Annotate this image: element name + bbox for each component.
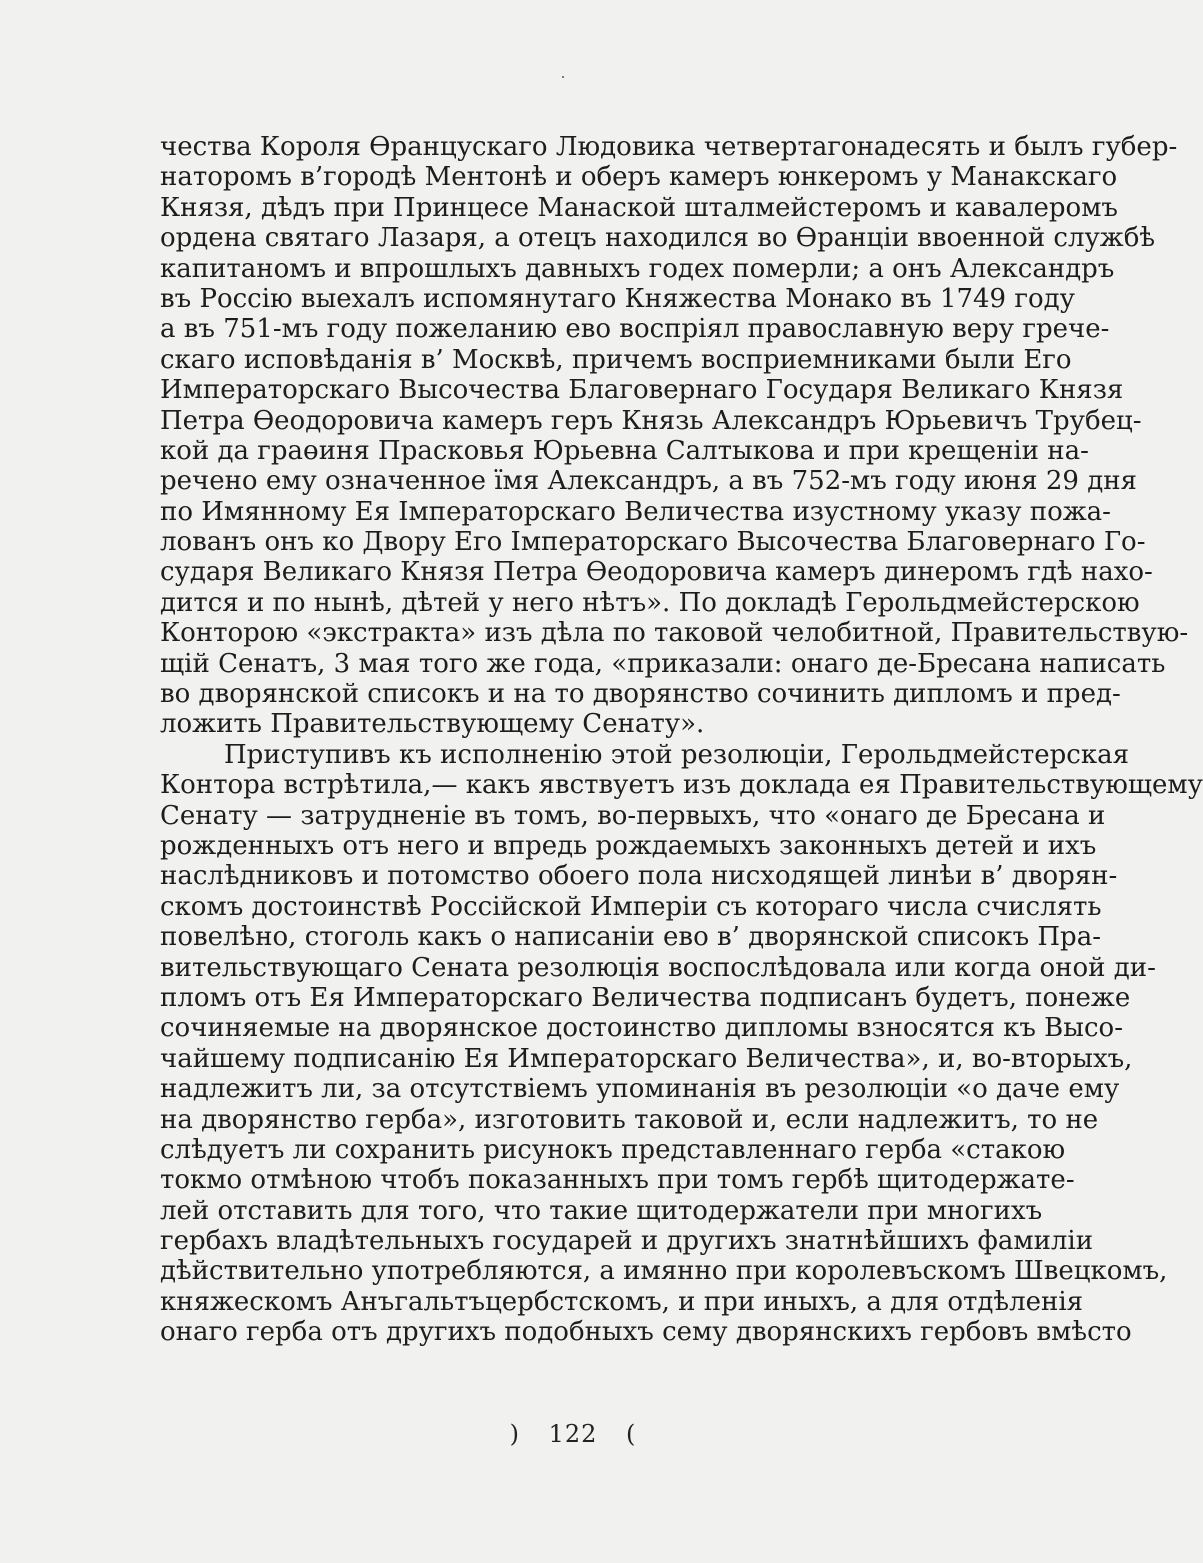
- text-line: скомъ достоинствѣ Россійской Имперіи съ котораго числа счислять: [160, 891, 1102, 922]
- text-line: ордена святаго Лазаря, а отецъ находился во Өранціи ввоенной службѣ: [160, 223, 1156, 254]
- text-line: наслѣдниковъ и потомство обоего пола нисходящей линѣи в’ дворян-: [160, 861, 1118, 892]
- text-line: наторомъ в’городѣ Ментонѣ и оберъ камеръ юнкеромъ у Манакскаго: [160, 162, 1118, 193]
- folio-left-mark: ): [509, 1420, 520, 1448]
- body-text: [160, 132, 1203, 1348]
- paragraph-1: [160, 132, 1189, 740]
- text-line: дѣйствительно употребляются, а имянно при королевъскомъ Швецкомъ,: [160, 1256, 1168, 1287]
- text-line: дится и по нынѣ, дѣтей у него нѣтъ». По докладѣ Герольдмейстерскою: [160, 587, 1140, 618]
- text-line: княжескомъ Анъгальтъцербстскомъ, и при иныхъ, а для отдѣленія: [160, 1286, 1084, 1317]
- text-line: сударя Великаго Князя Петра Өеодоровича камеръ динеромъ гдѣ нахо-: [160, 557, 1153, 588]
- text-line: лей отставить для того, что такие щитодержатели при многихъ: [160, 1195, 1043, 1226]
- text-line: Сенату — затрудненіе въ томъ, во-первыхъ, что «онаго де Бресана и: [160, 800, 1106, 831]
- text-line: чайшему подписанію Ея Императорскаго Величества», и, во-вторыхъ,: [160, 1043, 1133, 1074]
- text-line: по Имянному Ея Імператорскаго Величества изустному указу пожа-: [160, 496, 1111, 527]
- text-line: гербахъ владѣтельныхъ государей и другихъ знатнѣйшихъ фамиліи: [160, 1226, 1094, 1257]
- text-line: на дворянство герба», изготовить таковой и, если надлежитъ, то не: [160, 1104, 1099, 1135]
- text-line: Конторою «экстракта» изъ дѣла по таковой челобитной, Правительствую-: [160, 618, 1189, 649]
- text-line: Князя, дѣдъ при Принцесе Манаской шталмейстеромъ и кавалеромъ: [160, 192, 1118, 223]
- text-line: пломъ отъ Ея Императорскаго Величества подписанъ будетъ, понеже: [160, 982, 1131, 1013]
- paragraph-2: [160, 739, 1203, 1348]
- text-line: речено ему означенное їмя Александръ, а въ 752-мъ году июня 29 дня: [160, 466, 1137, 497]
- text-line: Приступивъ къ исполненію этой резолюціи, Герольдмейстерская: [224, 739, 1130, 770]
- text-line: Петра Өеодоровича камеръ геръ Князь Александръ Юрьевичъ Трубец-: [160, 405, 1142, 436]
- page-dot-mark: [562, 76, 564, 78]
- text-line: лованъ онъ ко Двору Его Імператорскаго Высочества Благовернаго Го-: [160, 527, 1146, 558]
- text-line: а въ 751-мъ году пожеланию ево воспріял православную веру грече-: [160, 314, 1110, 345]
- text-line: щій Сенатъ, 3 мая того же года, «приказали: онаго де-Бресана написать: [160, 648, 1166, 679]
- text-line: слѣдуетъ ли сохранить рисунокъ представленнаго герба «стакою: [160, 1134, 1066, 1165]
- text-line: Контора встрѣтила,— какъ явствуетъ изъ доклада ея Правительствующему: [160, 770, 1203, 801]
- text-line: рожденныхъ отъ него и впредь рождаемыхъ законныхъ детей и ихъ: [160, 830, 1097, 861]
- text-line: чества Короля Өранцускаго Людовика четвертагонадесять и былъ губер-: [160, 132, 1178, 162]
- text-line: сочиняемые на дворянское достоинство дипломы взносятся къ Высо-: [160, 1013, 1123, 1044]
- text-line: ложить Правительствующему Сенату».: [160, 709, 705, 740]
- text-line: повелѣно, стоголь какъ о написаніи ево в’ дворянской списокъ Пра-: [160, 922, 1101, 953]
- text-line: въ Россію выехалъ испомянутаго Княжества Монако въ 1749 году: [160, 283, 1075, 314]
- text-line: онаго герба отъ другихъ подобныхъ сему дворянскихъ гербовъ вмѣсто: [160, 1317, 1132, 1348]
- folio-number: 122: [548, 1420, 598, 1448]
- text-line: надлежитъ ли, за отсутствіемъ упоминанія въ резолюціи «о даче ему: [160, 1074, 1120, 1105]
- text-line: капитаномъ и впрошлыхъ давныхъ годех померли; а онъ Александръ: [160, 253, 1115, 284]
- folio-right-mark: (: [626, 1420, 637, 1448]
- text-line: токмо отмѣною чтобъ показанныхъ при томъ гербѣ щитодержате-: [160, 1165, 1075, 1196]
- text-line: кой да граөиня Прасковья Юрьевна Салтыкова и при крещеніи на-: [160, 435, 1089, 466]
- text-line: во дворянской списокъ и на то дворянство сочинить дипломъ и пред-: [160, 679, 1121, 710]
- text-line: Императорскаго Высочества Благовернаго Государя Великаго Князя: [160, 375, 1124, 406]
- text-line: скаго исповѣданія в’ Москвѣ, причемъ восприемниками были Его: [160, 344, 1072, 375]
- text-line: вительствующаго Сената резолюція воспослѣдовала или когда оной ди-: [160, 952, 1156, 983]
- page-number: [0, 1420, 1146, 1448]
